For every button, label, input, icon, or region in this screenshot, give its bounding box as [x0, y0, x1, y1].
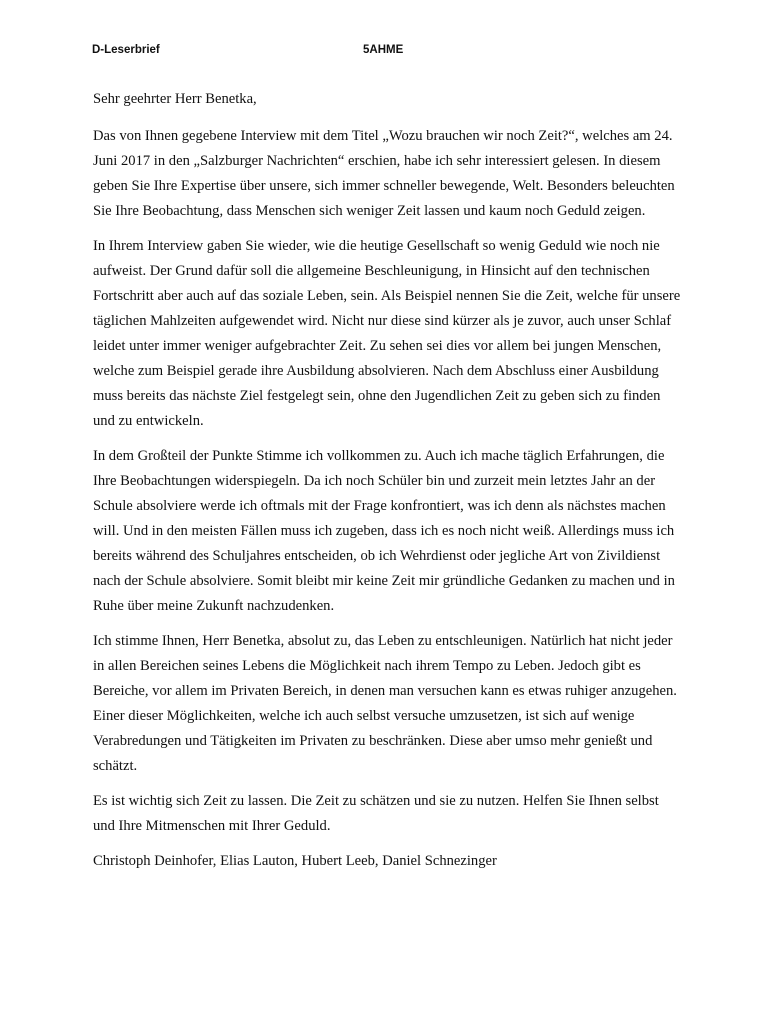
letter-salutation: Sehr geehrter Herr Benetka, [93, 91, 257, 107]
class-code-label: 5AHME [363, 44, 404, 56]
letter-paragraph-3: In dem Großteil der Punkte Stimme ich vollkommen zu. Auch ich mache täglich Erfahrungen, die Ihre Beobachtungen widerspiegeln. Da ich noch Schüler bin und zurzeit mein letztes Jahr an der Schule absolviere werde ich oftmals mit der Frage konfrontiert, was ich denn als nächstes machen will. Und in den meisten Fällen muss ich zugeben, dass ich es noch nicht weiß. Allerdings muss ich bereits während des Schuljahres entscheiden, ob ich Wehrdienst oder jegliche Art von Zivildienst nach der Schule absolviere. Somit bleibt mir keine Zeit mir gründliche Gedanken zu machen und in Ruhe über meine Zukunft nachzudenken. [93, 448, 675, 614]
document-type-label: D-Leserbrief [92, 44, 160, 56]
letter-signature: Christoph Deinhofer, Elias Lauton, Hubert Leeb, Daniel Schnezinger [93, 853, 497, 869]
letter-paragraph-2: In Ihrem Interview gaben Sie wieder, wie die heutige Gesellschaft so wenig Geduld wie noch nie aufweist. Der Grund dafür soll die allgemeine Beschleunigung, in Hinsicht auf den technischen Fortschritt aber auch auf das soziale Leben, sein. Als Beispiel nennen Sie die Zeit, welche für unsere täglichen Mahlzeiten aufgewendet wird. Nicht nur diese sind kürzer als je zuvor, auch unser Schlaf leidet unter immer weniger aufgebrachter Zeit. Zu sehen sei dies vor allem bei jungen Menschen, welche zum Beispiel gerade ihre Ausbildung absolvieren. Nach dem Abschluss einer Ausbildung muss bereits das nächste Ziel festgelegt sein, ohne den Jugendlichen Zeit zu geben sich zu finden und zu entwickeln. [93, 238, 681, 429]
letter-paragraph-5: Es ist wichtig sich Zeit zu lassen. Die Zeit zu schätzen und sie zu nutzen. Helfen Sie Ihnen selbst und Ihre Mitmenschen mit Ihrer Geduld. [93, 793, 659, 834]
document-header [92, 44, 692, 60]
letter-body [93, 87, 683, 884]
letter-paragraph-4: Ich stimme Ihnen, Herr Benetka, absolut zu, das Leben zu entschleunigen. Natürlich hat nicht jeder in allen Bereichen seines Lebens die Möglichkeit nach ihrem Tempo zu Leben. Jedoch gibt es Bereiche, vor allem im Privaten Bereich, in denen man versuchen kann es etwas ruhiger anzugehen. Einer dieser Möglichkeiten, welche ich auch selbst versuche umzusetzen, ist sich auf wenige Verabredungen und Tätigkeiten im Privaten zu beschränken. Diese aber umso mehr genießt und schätzt. [93, 633, 677, 774]
letter-paragraph-1: Das von Ihnen gegebene Interview mit dem Titel „Wozu brauchen wir noch Zeit?“, welches am 24. Juni 2017 in den „Salzburger Nachrichten“ erschien, habe ich sehr interessiert gelesen. In diesem geben Sie Ihre Expertise über unsere, sich immer schneller bewegende, Welt. Besonders beleuchten Sie Ihre Beobachtung, dass Menschen sich weniger Zeit lassen und kaum noch Geduld zeigen. [93, 128, 675, 219]
